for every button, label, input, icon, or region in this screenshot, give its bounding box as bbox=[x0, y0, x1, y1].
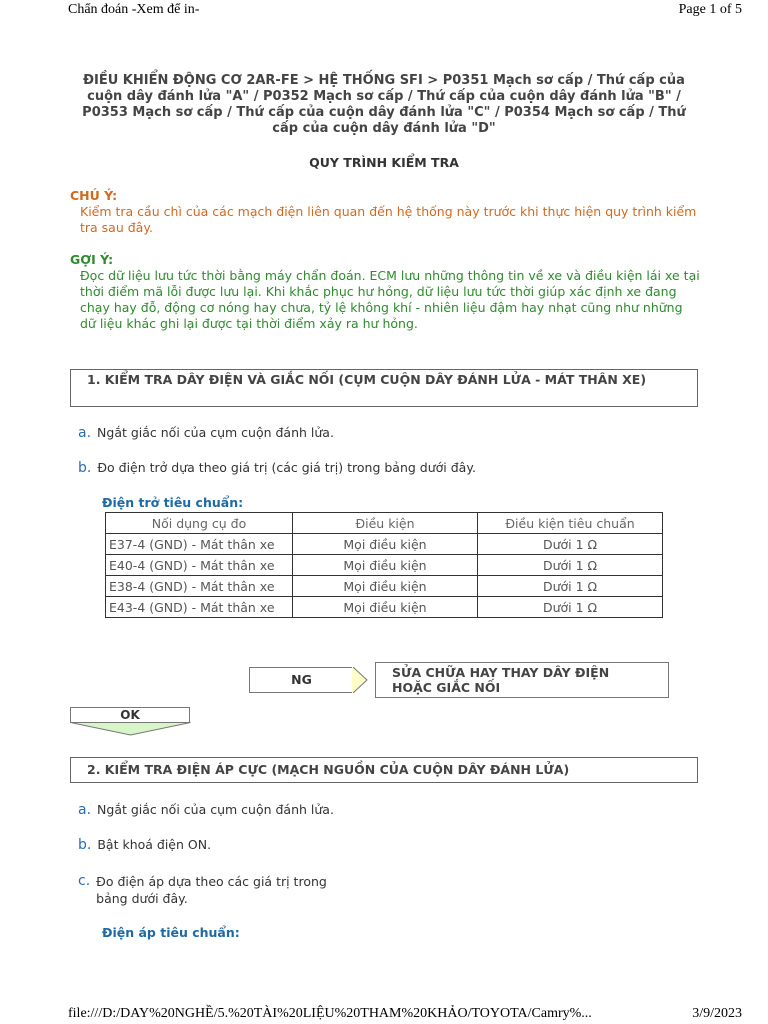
resistance-spec-label: Điện trở tiêu chuẩn: bbox=[102, 495, 244, 510]
item-text: Bật khoá điện ON. bbox=[97, 837, 212, 852]
column-header: Điều kiện bbox=[293, 513, 478, 534]
voltage-spec-label: Điện áp tiêu chuẩn: bbox=[102, 925, 240, 940]
step-2-item-c bbox=[78, 873, 368, 907]
notice-label: CHÚ Ý: bbox=[70, 188, 118, 203]
hint-text: Đọc dữ liệu lưu tức thời bằng máy chẩn đoán. ECM lưu những thông tin về xe và điều kiện lái xe tại thời điểm mã lỗi được lưu lại. Khi khắc phục hư hỏng, dữ liệu lưu tức thời giúp xác định xe đang chạy hay đỗ, động cơ nóng hay chưa, tỷ lệ không khí - nhiên liệu đậm hay nhạt cũng như những dữ liệu khác ghi lại được tại thời điểm xảy ra hư hỏng. bbox=[80, 268, 700, 331]
resistance-spec-table bbox=[105, 512, 663, 618]
table-cell: E40-4 (GND) - Mát thân xe bbox=[106, 555, 293, 576]
step-1-heading: 1. KIỂM TRA DÂY ĐIỆN VÀ GIẮC NỐI (CỤM CUỘN DÂY ĐÁNH LỬA - MÁT THÂN XE) bbox=[70, 369, 698, 407]
table-row bbox=[106, 597, 663, 618]
table-cell: E38-4 (GND) - Mát thân xe bbox=[106, 576, 293, 597]
item-text: Ngắt giắc nối của cụm cuộn đánh lửa. bbox=[97, 425, 334, 440]
ok-arrow-icon bbox=[70, 722, 191, 736]
table-header-row bbox=[106, 513, 663, 534]
procedure-heading: QUY TRÌNH KIỂM TRA bbox=[309, 155, 459, 170]
table-row bbox=[106, 534, 663, 555]
document-title: ĐIỀU KHIỂN ĐỘNG CƠ 2AR-FE > HỆ THỐNG SFI > P0351 Mạch sơ cấp / Thứ cấp của cuộn dây đánh lửa "A" / P0352 Mạch sơ cấp / Thứ cấp của cuộn dây đánh lửa "B" / P0353 Mạch sơ cấp / Thứ cấp của cuộn dây đánh lửa "C" / P0354 Mạch sơ cấp / Thứ cấp của cuộn dây đánh lửa "D" bbox=[82, 73, 686, 136]
item-letter: b. bbox=[78, 837, 92, 853]
table-cell: Mọi điều kiện bbox=[293, 534, 478, 555]
item-letter: a. bbox=[78, 425, 92, 441]
item-letter: a. bbox=[78, 802, 92, 818]
item-letter: b. bbox=[78, 460, 92, 476]
item-text: Đo điện áp dựa theo các giá trị trong bảng dưới đây. bbox=[96, 874, 327, 906]
file-path: file:///D:/DAY%20NGHỀ/5.%20TÀI%20LIỆU%20THAM%20KHẢO/TOYOTA/Camry%... bbox=[68, 1006, 592, 1021]
ok-result-box: OK bbox=[70, 707, 190, 723]
table-cell: Dưới 1 Ω bbox=[478, 597, 663, 618]
print-date: 3/9/2023 bbox=[692, 1006, 742, 1021]
table-row bbox=[106, 555, 663, 576]
step-2-heading: 2. KIỂM TRA ĐIỆN ÁP CỰC (MẠCH NGUỒN CỦA CUỘN DÂY ĐÁNH LỬA) bbox=[70, 757, 698, 783]
table-cell: Mọi điều kiện bbox=[293, 576, 478, 597]
column-header: Điều kiện tiêu chuẩn bbox=[478, 513, 663, 534]
ng-result-box: NG bbox=[249, 667, 353, 693]
column-header: Nối dụng cụ đo bbox=[106, 513, 293, 534]
repair-action-box: SỬA CHỮA HAY THAY DÂY ĐIỆN HOẶC GIẮC NỐI bbox=[375, 662, 669, 698]
notice-text: Kiểm tra cầu chì của các mạch điện liên quan đến hệ thống này trước khi thực hiện quy trình kiểm tra sau đây. bbox=[80, 204, 697, 235]
table-cell: E43-4 (GND) - Mát thân xe bbox=[106, 597, 293, 618]
table-cell: Dưới 1 Ω bbox=[478, 576, 663, 597]
table-cell: Mọi điều kiện bbox=[293, 597, 478, 618]
table-row bbox=[106, 576, 663, 597]
page-header-title: Chẩn đoán -Xem để in- bbox=[68, 2, 200, 17]
item-text: Ngắt giắc nối của cụm cuộn đánh lửa. bbox=[97, 802, 334, 817]
item-letter: c. bbox=[78, 873, 91, 889]
ng-arrow-icon bbox=[352, 667, 368, 693]
step-1-item-b bbox=[78, 460, 476, 476]
table-cell: Mọi điều kiện bbox=[293, 555, 478, 576]
table-cell: Dưới 1 Ω bbox=[478, 534, 663, 555]
step-2-item-b bbox=[78, 837, 211, 853]
item-text: Đo điện trở dựa theo giá trị (các giá trị) trong bảng dưới đây. bbox=[97, 460, 476, 475]
page-number: Page 1 of 5 bbox=[678, 2, 742, 17]
table-cell: Dưới 1 Ω bbox=[478, 555, 663, 576]
table-cell: E37-4 (GND) - Mát thân xe bbox=[106, 534, 293, 555]
hint-label: GỢI Ý: bbox=[70, 252, 114, 267]
step-2-item-a bbox=[78, 802, 334, 818]
step-1-item-a bbox=[78, 425, 334, 441]
